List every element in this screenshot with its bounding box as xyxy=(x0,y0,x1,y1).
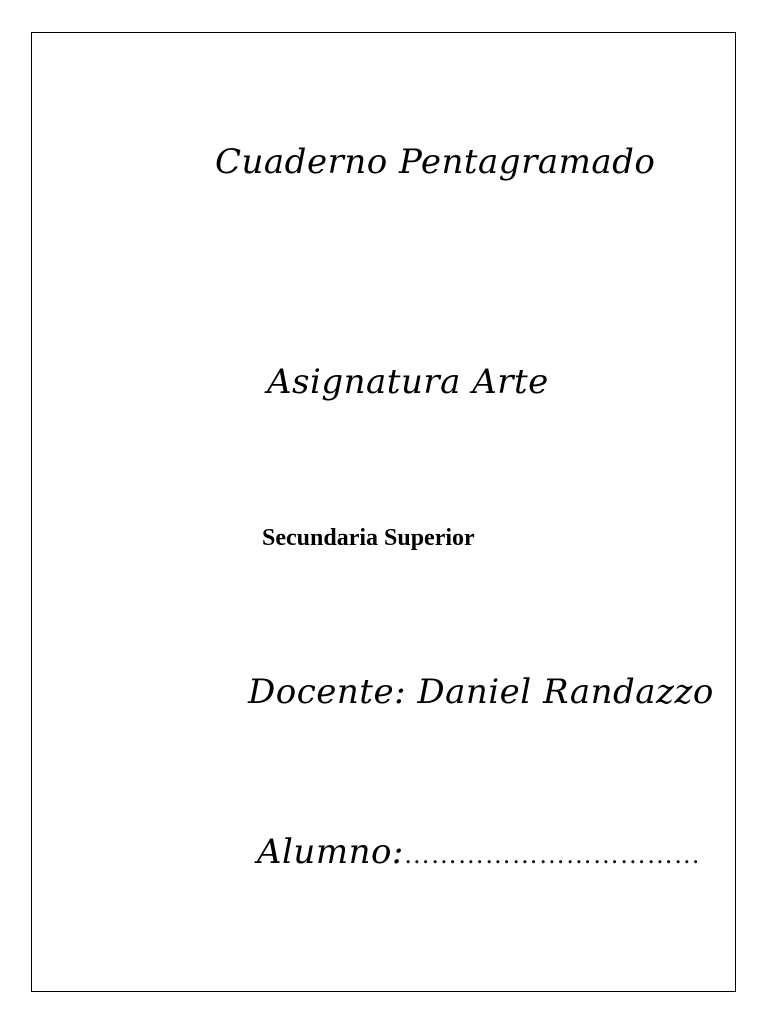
teacher-name: Docente: Daniel Randazzo xyxy=(248,672,714,712)
notebook-title: Cuaderno Pentagramado xyxy=(215,142,656,182)
student-line xyxy=(257,832,701,872)
school-level: Secundaria Superior xyxy=(262,525,475,551)
subject-label: Asignatura Arte xyxy=(267,362,549,402)
student-blank: …………………………… xyxy=(403,840,701,869)
student-label: Alumno: xyxy=(257,832,404,872)
